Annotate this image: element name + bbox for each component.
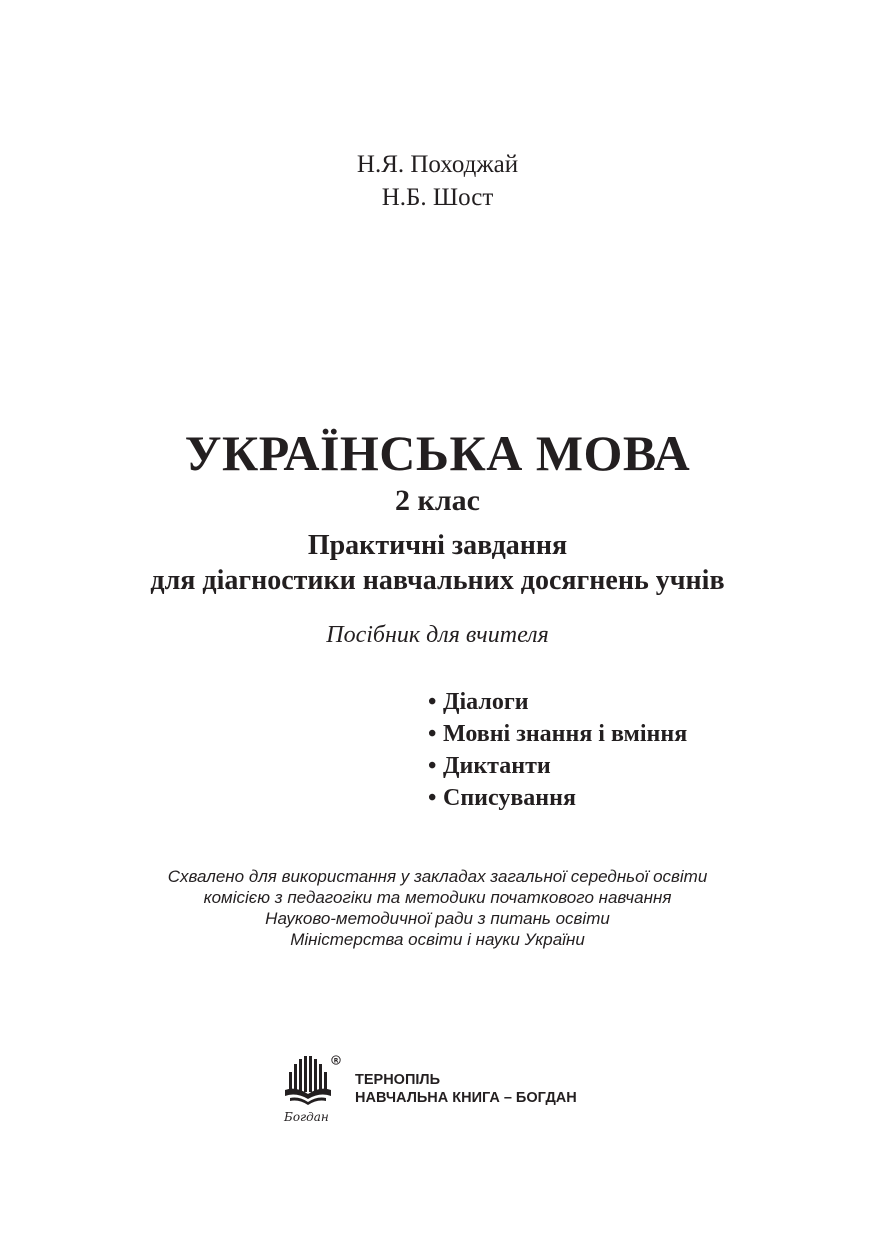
registered-mark: R <box>333 1057 339 1065</box>
author-1: Н.Я. Походжай <box>356 151 519 178</box>
bullet-icon: • <box>428 753 437 779</box>
subtitle-block <box>0 528 875 598</box>
bullet-icon: • <box>428 785 437 811</box>
approval-line-2: комісією з педагогіки та методики початкового навчання <box>203 888 672 907</box>
publisher-name: НАВЧАЛЬНА КНИГА – БОГДАН <box>355 1090 577 1106</box>
contents-list <box>428 686 687 814</box>
list-item: • Мовні знання і вміння <box>428 718 687 750</box>
approval-notice <box>0 866 875 950</box>
guide-label: Посібник для вчителя <box>326 622 549 648</box>
author-2: Н.Б. Шост <box>381 184 494 211</box>
publisher-city: ТЕРНОПІЛЬ <box>355 1072 440 1088</box>
bullet-icon: • <box>428 689 437 715</box>
list-item: • Діалоги <box>428 686 687 718</box>
publisher-block <box>355 1071 577 1107</box>
subtitle-line-1: Практичні завдання <box>307 530 568 561</box>
bullet-icon: • <box>428 721 437 747</box>
book-title: УКРАЇНСЬКА МОВА <box>184 425 691 481</box>
approval-line-1: Схвалено для використання у закладах загальної середньої освіти <box>167 867 708 886</box>
bogdan-book-logo-icon <box>282 1054 342 1126</box>
approval-line-3: Науково-методичної ради з питань освіти <box>265 909 610 928</box>
authors-block <box>0 148 875 214</box>
grade-label: 2 клас <box>395 484 480 517</box>
subtitle-line-2: для діагностики навчальних досягнень учнів <box>150 565 725 596</box>
list-item: • Списування <box>428 782 687 814</box>
approval-line-4: Міністерства освіти і науки України <box>290 930 585 949</box>
list-item: • Диктанти <box>428 750 687 782</box>
logo-script-text: Богдан <box>284 1110 329 1124</box>
